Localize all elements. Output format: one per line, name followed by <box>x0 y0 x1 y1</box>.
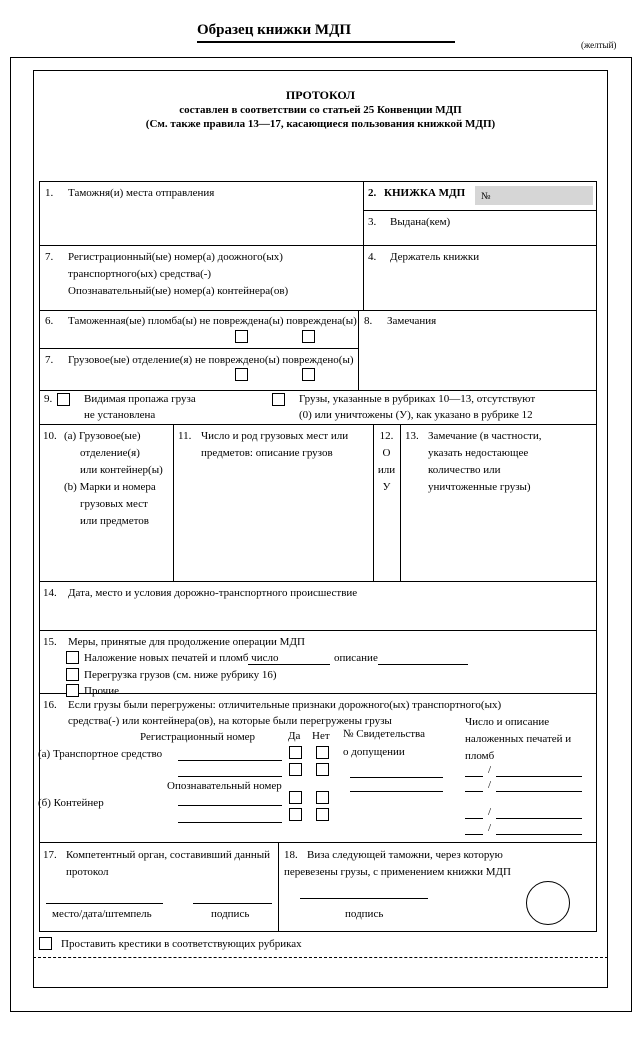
table-line <box>39 630 597 631</box>
table-line <box>173 424 174 581</box>
box16-line2: средства(-) или контейнера(ов), на которые были перегружены грузы <box>68 715 392 727</box>
box16-yes-header: Да <box>288 730 301 742</box>
box16-vehicle-reg-field1[interactable] <box>178 748 282 761</box>
tear-off-dashed-line <box>33 957 608 958</box>
seal-count-field[interactable] <box>465 779 483 792</box>
seal-description-field[interactable] <box>496 806 582 819</box>
box9-no-loss-checkbox[interactable] <box>57 393 70 406</box>
protocol-title: ПРОТОКОЛ <box>285 88 356 102</box>
seal-description-field[interactable] <box>496 764 582 777</box>
box8-label: Замечания <box>387 315 437 327</box>
box16-no-header: Нет <box>312 730 330 742</box>
box16-vehicle-yes-checkbox2[interactable] <box>289 763 302 776</box>
box7-compartment-intact-checkbox[interactable] <box>235 368 248 381</box>
box16-container-yes-checkbox1[interactable] <box>289 791 302 804</box>
box16-container-yes-checkbox2[interactable] <box>289 808 302 821</box>
box16-container-label: (б) Контейнер <box>38 797 104 809</box>
box16-certificate-field1[interactable] <box>350 765 443 778</box>
box4-label: Держатель книжки <box>390 251 480 263</box>
box2-label: КНИЖКА МДП <box>384 187 466 199</box>
slash-separator: / <box>488 764 492 776</box>
box9-number: 9. <box>44 393 53 405</box>
box8-number: 8. <box>364 315 373 327</box>
box16-ident-number-header: Опознавательный номер <box>167 780 282 792</box>
footer-mark-checkbox[interactable] <box>39 937 52 950</box>
box16-vehicle-label: (a) Транспортное средство <box>38 748 163 760</box>
box16-vehicle-no-checkbox1[interactable] <box>316 746 329 759</box>
box13-number: 13. <box>405 430 419 442</box>
box16-cert-header2: о допущении <box>343 746 405 758</box>
seal-count-field[interactable] <box>465 806 483 819</box>
box7-label: Грузовое(ые) отделение(я) не повреждено(ы) повреждено(ы) <box>68 354 354 366</box>
box6-seals-intact-checkbox[interactable] <box>235 330 248 343</box>
box17-number: 17. <box>43 849 57 861</box>
box1-number: 1. <box>45 187 54 199</box>
slash-separator: / <box>488 806 492 818</box>
box15-seal-number-field[interactable] <box>248 652 330 665</box>
box7-number: 7. <box>45 354 54 366</box>
box16-container-ident-field1[interactable] <box>178 793 282 806</box>
box11-line1: Число и род грузовых мест или <box>201 430 349 442</box>
box4-number: 4. <box>368 251 377 263</box>
color-note: (желтый) <box>581 40 617 50</box>
box15-other-checkbox[interactable] <box>66 684 79 697</box>
table-line <box>39 310 597 311</box>
seal-count-field[interactable] <box>465 764 483 777</box>
seal-description-field[interactable] <box>496 779 582 792</box>
slash-separator: / <box>488 779 492 791</box>
box16-number: 16. <box>43 699 57 711</box>
box9-goods-missing-checkbox[interactable] <box>272 393 285 406</box>
table-line <box>39 245 597 246</box>
box9-option2-line2: (0) или уничтожены (У), как указано в рубрике 12 <box>299 409 533 421</box>
box17-signature-line[interactable] <box>193 903 272 904</box>
box15-transfer-checkbox[interactable] <box>66 668 79 681</box>
box1-label: Таможня(и) места отправления <box>68 187 215 199</box>
box16-vehicle-reg-field2[interactable] <box>178 764 282 777</box>
box12-number: 12. <box>379 430 394 442</box>
protocol-subtitle: составлен в соответствии со статьей 25 Конвенции МДП <box>179 104 462 116</box>
box7-compartment-damaged-checkbox[interactable] <box>302 368 315 381</box>
box6-seals-broken-checkbox[interactable] <box>302 330 315 343</box>
box16-seal-row4 <box>465 822 582 835</box>
box16-cert-header1: № Свидетельства <box>343 728 425 740</box>
box10-line2: отделение(я) <box>80 447 140 459</box>
box10-line6: или предметов <box>80 515 149 527</box>
page-title: Образец книжки МДП <box>197 22 455 43</box>
box16-seals-header2: наложенных печатей и <box>465 733 572 745</box>
box16-line1: Если грузы были перегружены: отличительные признаки дорожного(ых) транспортного(ых) <box>68 699 502 711</box>
box17-sig1-label: место/дата/штемпель <box>52 908 152 920</box>
box9-option2-line1: Грузы, указанные в рубриках 10—13, отсутствуют <box>299 393 536 405</box>
box13-line2: указать недостающее <box>428 447 529 459</box>
box14-label: Дата, место и условия дорожно-транспортного происшествие <box>68 587 358 599</box>
box15-option3-label: Прочие <box>84 685 119 697</box>
table-line <box>363 181 364 310</box>
carnet-number-field[interactable] <box>475 186 593 205</box>
box16-container-no-checkbox2[interactable] <box>316 808 329 821</box>
box5-line3: Опознавательный(ые) номер(а) контейнера(ов) <box>68 285 289 297</box>
box13-line4: уничтоженные грузы) <box>428 481 531 493</box>
stamp-circle <box>526 881 570 925</box>
box15-new-seals-checkbox[interactable] <box>66 651 79 664</box>
box15-seal-description-field[interactable] <box>378 652 468 665</box>
box5-line2: транспортного(ых) средства(-) <box>68 268 212 280</box>
table-line <box>39 581 597 582</box>
box9-option1-line1: Видимая пропажа груза <box>84 393 196 405</box>
box17-sig2-label: подпись <box>211 908 250 920</box>
slash-separator: / <box>488 822 492 834</box>
box2-number: 2. <box>368 187 377 199</box>
box9-option1-line2: не установлена <box>84 409 156 421</box>
box16-certificate-field2[interactable] <box>350 779 443 792</box>
box3-number: 3. <box>368 216 377 228</box>
box10-number: 10. <box>43 430 57 442</box>
table-line <box>400 424 401 581</box>
box18-line1: Виза следующей таможни, через которую <box>307 849 503 861</box>
box16-seal-row1 <box>465 764 582 777</box>
table-line <box>278 842 279 932</box>
box12-line2: или <box>377 464 396 476</box>
table-line <box>363 210 597 211</box>
box15-number: 15. <box>43 636 57 648</box>
footer-label: Проставить крестики в соответствующих рубриках <box>61 938 302 950</box>
box16-vehicle-no-checkbox2[interactable] <box>316 763 329 776</box>
box18-signature-line[interactable] <box>300 898 428 899</box>
box6-label: Таможенная(ые) пломба(ы) не повреждена(ы) повреждена(ы) <box>68 315 357 327</box>
box18-line2: перевезены грузы, с применением книжки МДП <box>284 866 511 878</box>
box5-line1: Регистрационный(ые) номер(а) доожного(ых) <box>68 251 283 263</box>
box16-container-ident-field2[interactable] <box>178 810 282 823</box>
box12-line1: О <box>382 447 391 459</box>
protocol-note: (См. также правила 13—17, касающиеся пользования книжкой МДП) <box>145 118 496 130</box>
table-line <box>39 348 358 349</box>
table-line <box>39 424 597 425</box>
box17-line2: протокол <box>66 866 109 878</box>
box13-line3: количество или <box>428 464 501 476</box>
box11-number: 11. <box>178 430 192 442</box>
box16-reg-number-header: Регистрационный номер <box>140 731 256 743</box>
box6-number: 6. <box>45 315 54 327</box>
box16-seals-header3: пломб <box>465 750 495 762</box>
seal-description-field[interactable] <box>496 822 582 835</box>
box11-line2: предметов: описание грузов <box>201 447 333 459</box>
box10-line1: (a) Грузовое(ые) <box>64 430 141 442</box>
box5-number: 7. <box>45 251 54 263</box>
box10-line4: (b) Марки и номера <box>64 481 156 493</box>
table-line <box>39 693 597 694</box>
box10-line5: грузовых мест <box>80 498 148 510</box>
box18-number: 18. <box>284 849 298 861</box>
table-line <box>39 390 597 391</box>
box16-container-no-checkbox1[interactable] <box>316 791 329 804</box>
carnet-number-sign: № <box>481 191 491 202</box>
box16-seal-row3 <box>465 806 582 819</box>
box18-sig-label: подпись <box>345 908 384 920</box>
box16-seals-header1: Число и описание <box>465 716 550 728</box>
box3-label: Выдана(кем) <box>390 216 451 228</box>
table-line <box>39 842 597 843</box>
box16-seal-row2 <box>465 779 582 792</box>
box15-option1-label2: описание <box>334 652 378 664</box>
seal-count-field[interactable] <box>465 822 483 835</box>
box13-line1: Замечание (в частности, <box>428 430 542 442</box>
box14-number: 14. <box>43 587 57 599</box>
box15-option2-label: Перегрузка грузов (см. ниже рубрику 16) <box>84 669 277 681</box>
box17-line1: Компетентный орган, составивший данный <box>66 849 271 861</box>
box17-place-date-stamp-line[interactable] <box>46 903 163 904</box>
box12-line3: У <box>382 481 391 493</box>
box10-line3: или контейнер(ы) <box>80 464 163 476</box>
box16-vehicle-yes-checkbox1[interactable] <box>289 746 302 759</box>
table-line <box>358 310 359 390</box>
box15-label: Меры, принятые для продолжение операции МДП <box>68 636 305 648</box>
box15-option1-label: Наложение новых печатей и пломб число <box>84 652 279 664</box>
